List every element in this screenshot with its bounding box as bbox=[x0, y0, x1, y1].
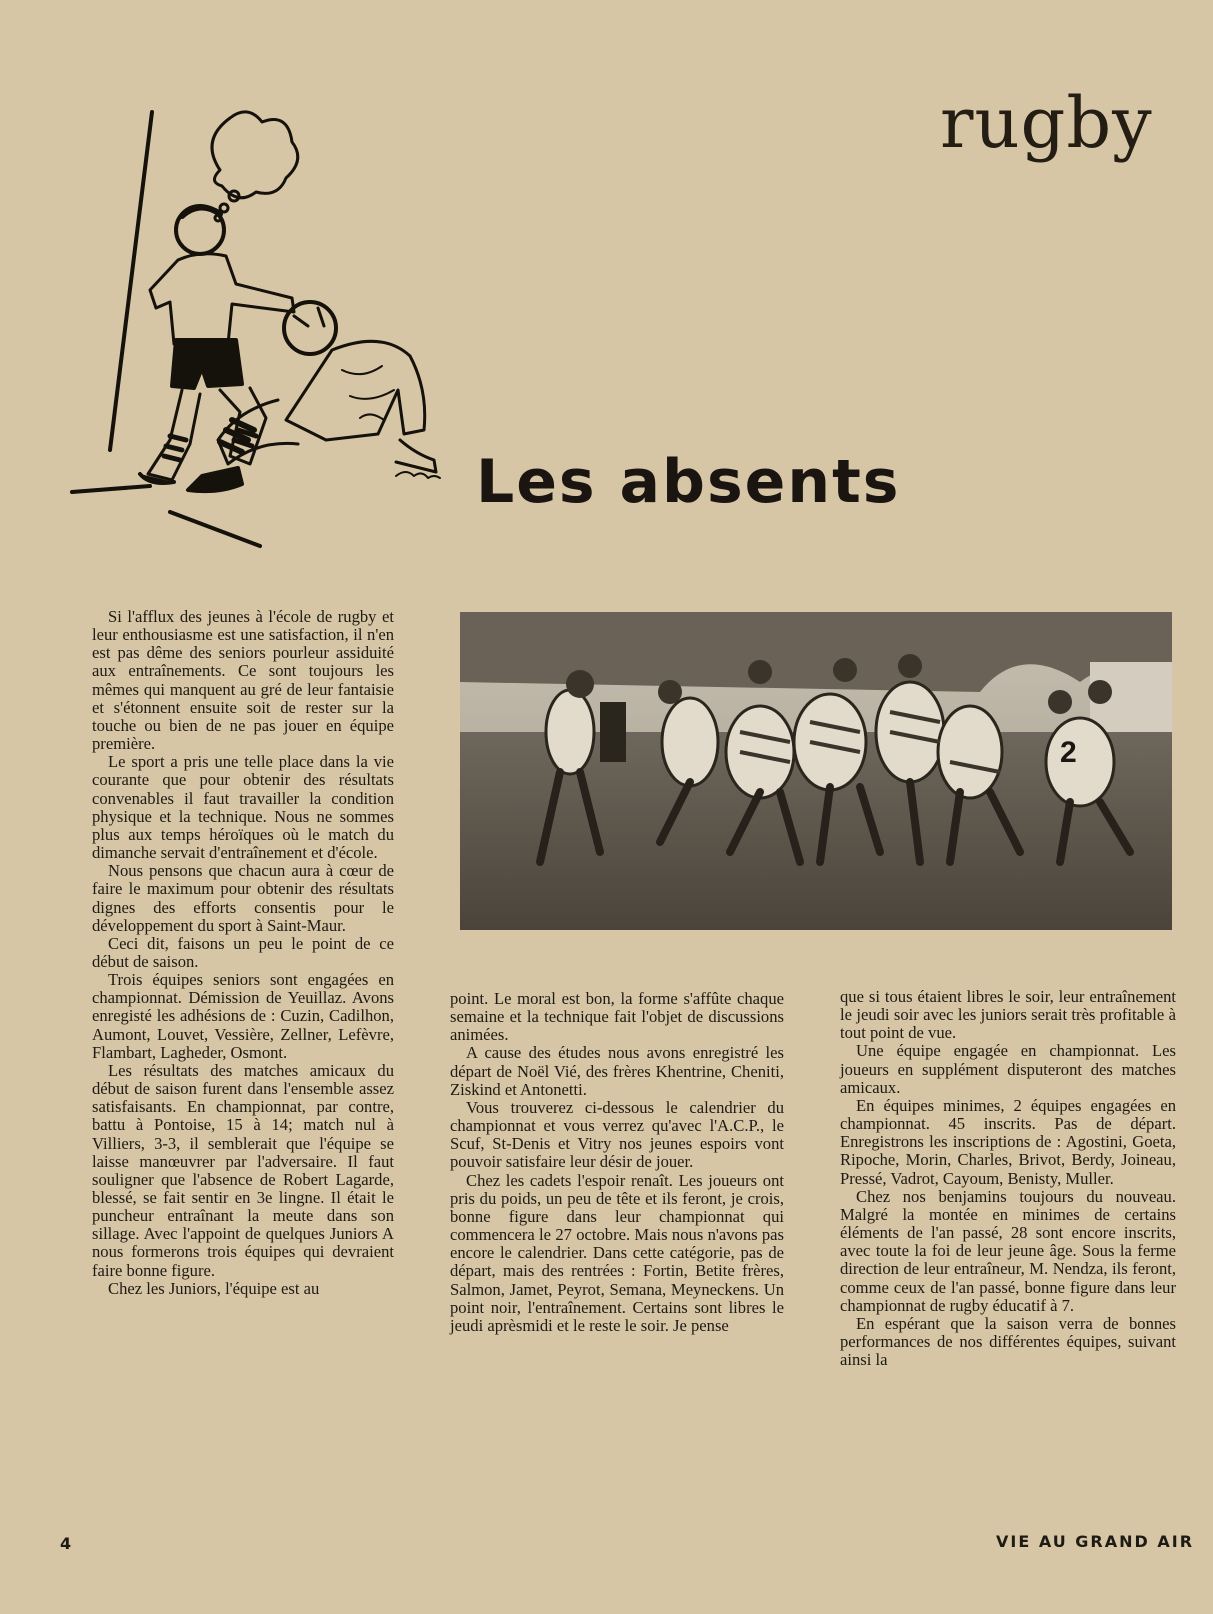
cartoon-illustration bbox=[70, 100, 470, 560]
paragraph: Nous pensons que chacun aura à cœur de faire le maximum pour obtenir des résultats dignes des efforts consentis pour le développement du sport à Saint-Maur. bbox=[92, 861, 394, 935]
paragraph: Le sport a pris une telle place dans la vie courante que pour obtenir des résultats convenables il faut travailler la condition physique et la technique. Nous ne sommes plus aux temps héroïques où le match du dimanche servait d'entraînement et d'école. bbox=[92, 752, 394, 863]
page-number: 4 bbox=[60, 1534, 72, 1553]
paragraph: que si tous étaient libres le soir, leur entraînement le jeudi soir avec les juniors serait très profitable à tout point de vue. bbox=[840, 987, 1176, 1043]
paragraph: point. Le moral est bon, la forme s'affûte chaque semaine et la technique fait l'objet de discussions animées. bbox=[450, 989, 784, 1045]
paragraph: Ceci dit, faisons un peu le point de ce début de saison. bbox=[92, 933, 394, 971]
paragraph: Si l'afflux des jeunes à l'école de rugby et leur enthousiasme est une satisfaction, il n'en est pas dême des seniors pourleur assiduité aux entraînements. Ce sont toujours les mêmes qui manquent au gré de leur fantaisie et s'étonnent ensuite soit de rester sur la touche ou bien de ne pas jouer en équipe première. bbox=[92, 607, 394, 754]
article-column-1 bbox=[92, 608, 394, 1298]
jersey-number: 2 bbox=[1060, 736, 1077, 769]
rugby-match-photo bbox=[460, 612, 1172, 930]
paragraph: Une équipe engagée en championnat. Les joueurs en supplément disputeront des matches amicaux. bbox=[840, 1041, 1176, 1097]
magazine-name: VIE AU GRAND AIR bbox=[996, 1532, 1195, 1551]
paragraph: En espérant que la saison verra de bonnes performances de nos différentes équipes, suivant ainsi la bbox=[840, 1313, 1176, 1370]
article-headline: Les absents bbox=[476, 447, 901, 517]
paragraph: Chez les Juniors, l'équipe est au bbox=[108, 1278, 320, 1298]
article-column-3 bbox=[840, 988, 1176, 1369]
paragraph: Trois équipes seniors sont engagées en championnat. Démission de Yeuillaz. Avons enregisté les adhésions de : Cuzin, Cadilhon, Aumont, Louvet, Vessière, Zellner, Lefèvre, Flambart, Lagheder, Osmont. bbox=[92, 970, 394, 1062]
paragraph: Vous trouverez ci-dessous le calendrier du championnat et vous verrez qu'avec l'A.C.P., le Scuf, St-Denis et Vitry nos jeunes espoirs vont pouvoir satisfaire leur désir de jouer. bbox=[450, 1097, 784, 1172]
paragraph: A cause des études nous avons enregistré les départ de Noël Vié, des frères Khentrine, Cheniti, Ziskind et Antonetti. bbox=[450, 1043, 784, 1099]
section-title: rugby bbox=[940, 82, 1153, 164]
article-column-2 bbox=[450, 990, 784, 1335]
paragraph: Chez les cadets l'espoir renaît. Les joueurs ont pris du poids, un peu de tête et ils feront, je crois, bonne figure dans leur championnat qui commencera le 27 octobre. Mais nous n'avons pas encore le calendrier. Dans cette catégorie, pas de départ, mais des rentrées : Fortin, Betite frères, Salmon, Jamet, Peyrot, Semana, Meyneckens. Un point noir, l'entraînement. Certains sont libres le jeudi aprèsmidi et le reste le soir. Je pense bbox=[450, 1170, 784, 1335]
paragraph: Chez nos benjamins toujours du nouveau. Malgré la montée en minimes de certains éléments de l'an passé, 28 sont encore inscrits, avec toute la foi de leur jeune âge. Sous la ferme direction de leur entraîneur, M. Nendza, ils feront, comme ceux de l'an passé, bonne figure dans leur championnat de rugby éducatif à 7. bbox=[840, 1186, 1176, 1315]
paragraph: Les résultats des matches amicaux du début de saison furent dans l'ensemble assez satisfaisants. En championnat, par contre, battu à Pontoise, 15 à 14; match nul à Villiers, 3-3, il semblerait que l'équipe se laisse manœuvrer par l'adversaire. Il faut souligner que l'absence de Robert Lagarde, blessé, se fait sentir en 3e lingne. Il était le puncheur entraînant la meute dans son sillage. Avec l'appoint de quelques Juniors A nous formerons trois équipes qui devraient faire bonne figure. bbox=[92, 1060, 394, 1280]
paragraph: En équipes minimes, 2 équipes engagées en championnat. 45 inscrits. Pas de départ. Enregistrons les inscriptions de : Agostini, Goeta, Ripoche, Morin, Charles, Brivot, Berdy, Joineau, Pressé, Vadrot, Cayoum, Benisty, Muller. bbox=[840, 1095, 1176, 1188]
